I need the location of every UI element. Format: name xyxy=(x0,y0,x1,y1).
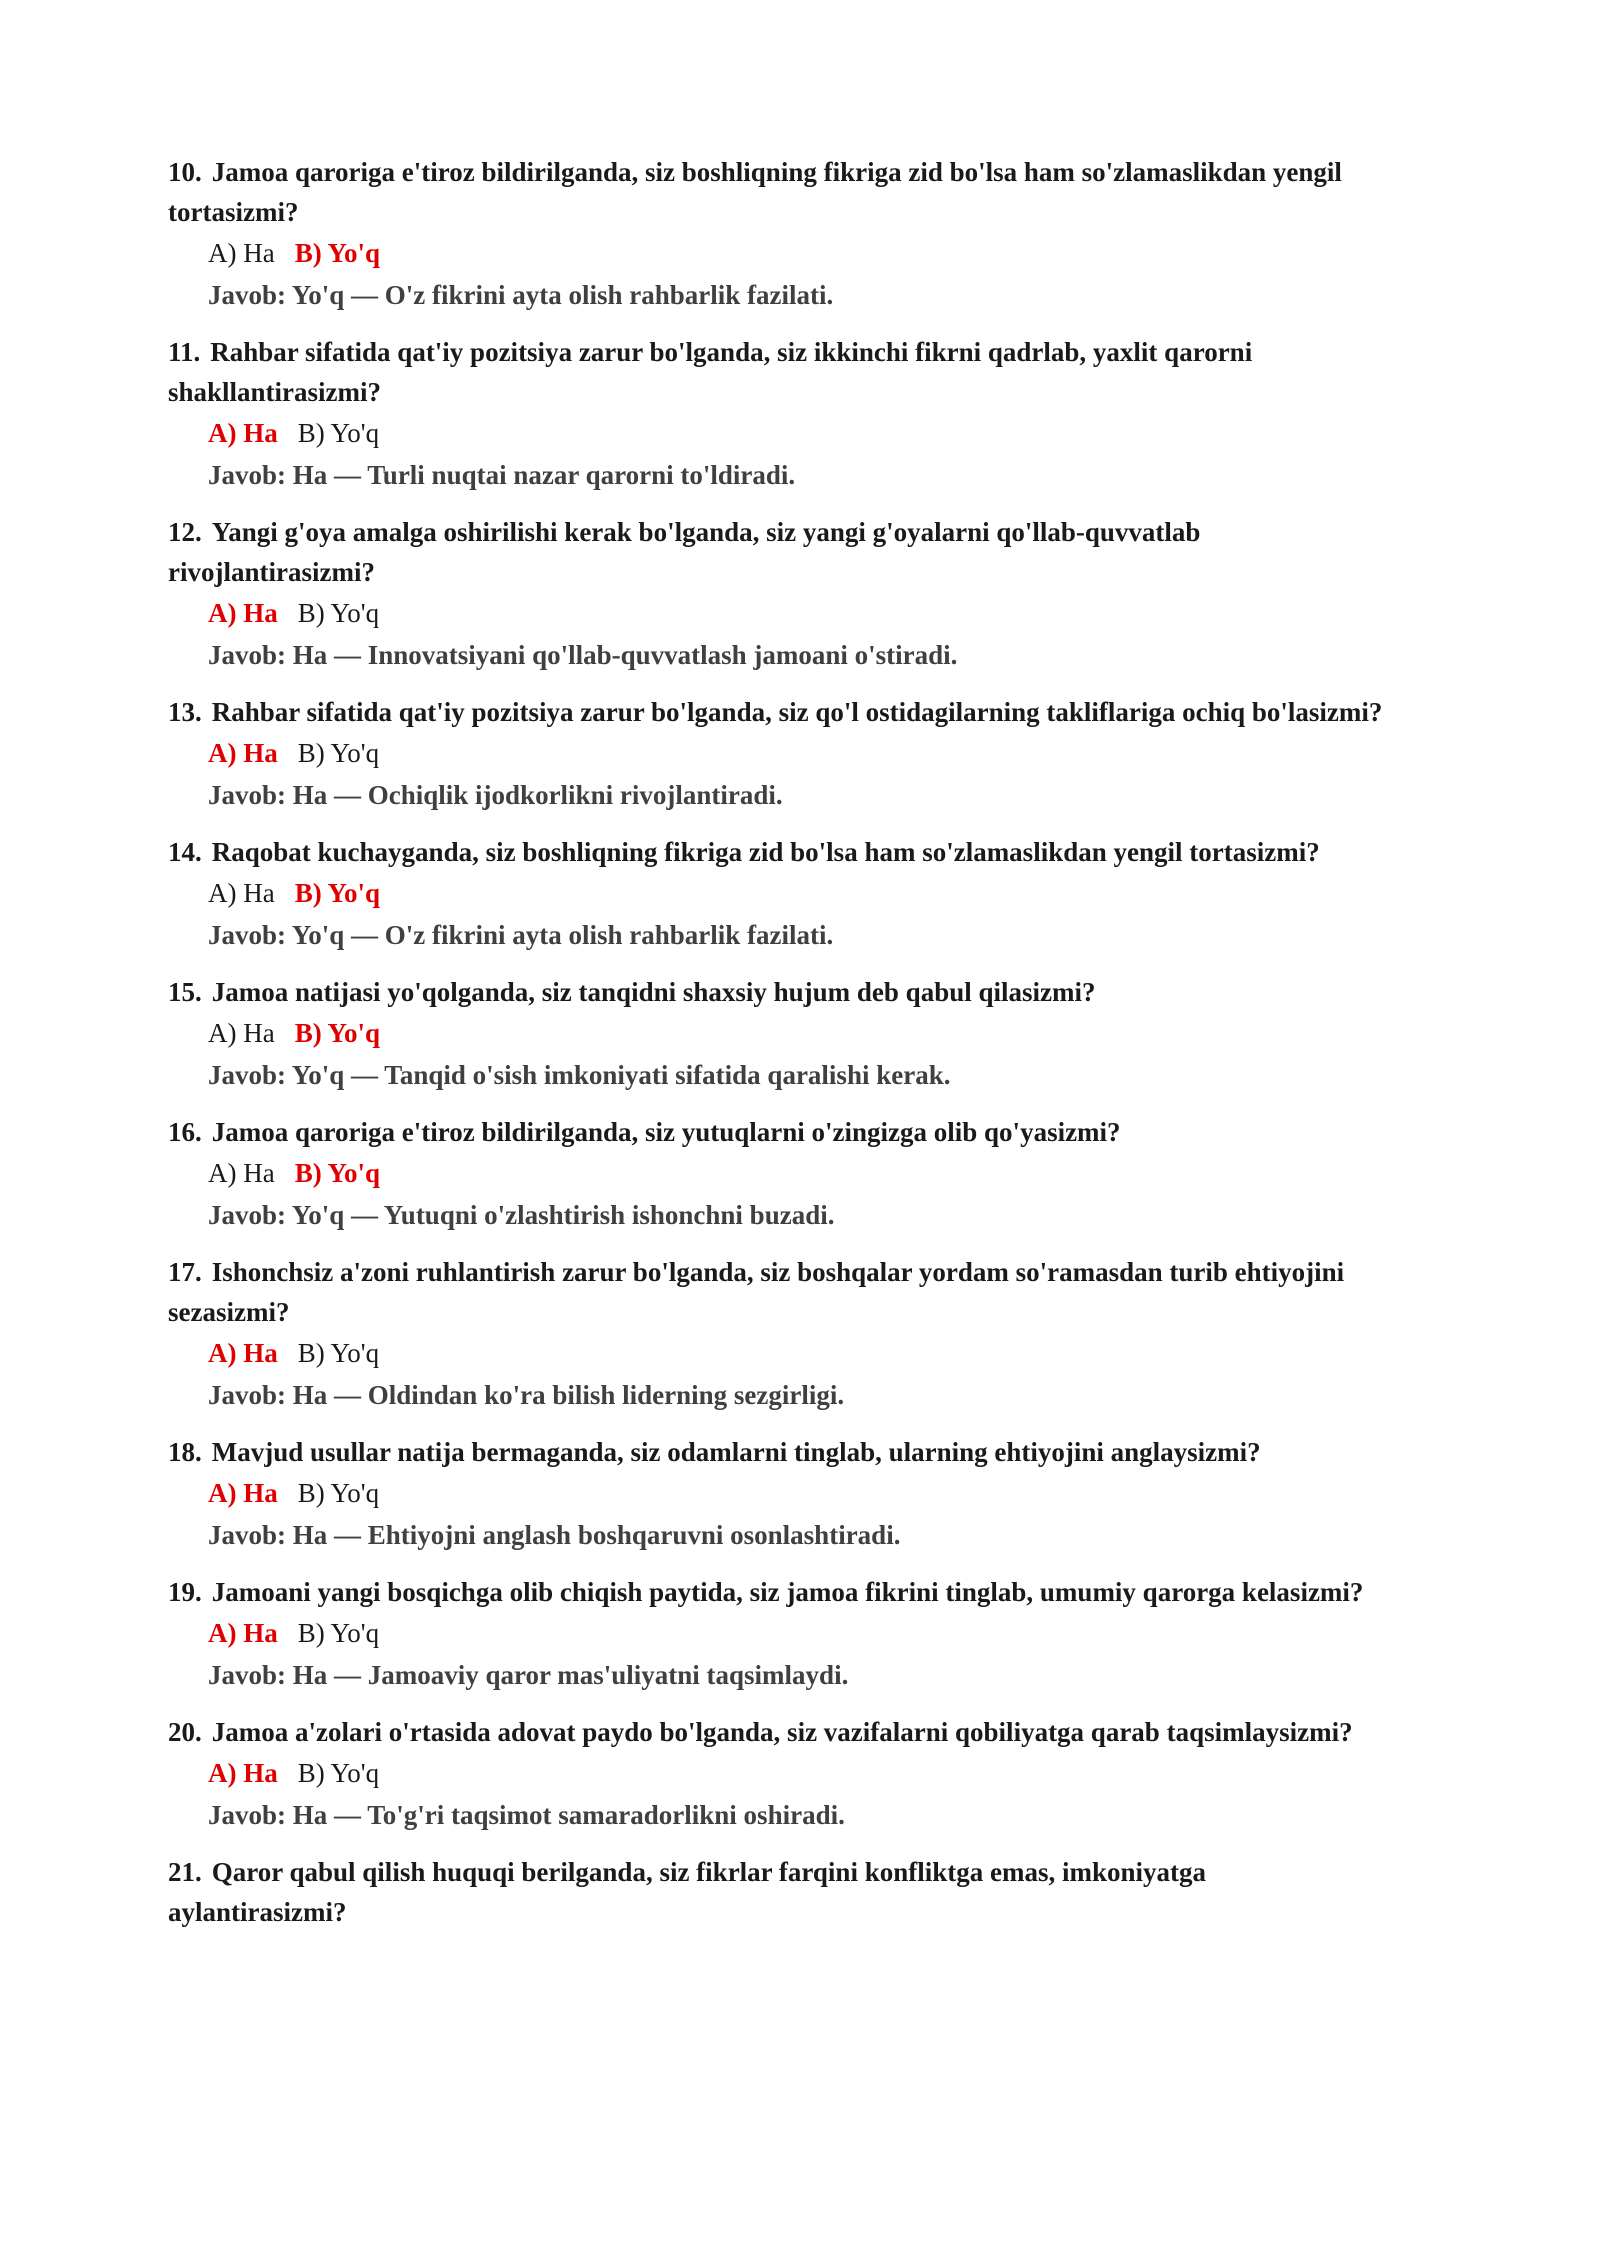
question-number: 16. xyxy=(168,1117,202,1147)
answer-options xyxy=(208,872,1390,914)
option-b: B) Yo'q xyxy=(297,418,380,448)
option-a: A) Ha xyxy=(208,1758,278,1788)
question-number: 11. xyxy=(168,337,201,367)
answer-explanation: Javob: Yo'q — Yutuqni o'zlashtirish ishonchni buzadi. xyxy=(208,1200,835,1230)
answer-options xyxy=(208,1152,1390,1194)
answer-explanation: Javob: Ha — Turli nuqtai nazar qarorni to'ldiradi. xyxy=(208,460,796,490)
option-b: B) Yo'q xyxy=(297,1478,380,1508)
question-item xyxy=(168,832,1390,956)
answer-options xyxy=(208,232,1390,274)
question-item xyxy=(168,1112,1390,1236)
question-number: 20. xyxy=(168,1717,202,1747)
option-a: A) Ha xyxy=(208,878,275,908)
answer-options xyxy=(208,1472,1390,1514)
option-a: A) Ha xyxy=(208,418,278,448)
question-number: 15. xyxy=(168,977,202,1007)
question-number: 18. xyxy=(168,1437,202,1467)
option-a: A) Ha xyxy=(208,1158,275,1188)
answer-options xyxy=(208,1752,1390,1794)
question-item xyxy=(168,972,1390,1096)
question-text: Mavjud usullar natija bermaganda, siz odamlarni tinglab, ularning ehtiyojini anglaysizmi? xyxy=(211,1437,1261,1467)
question-item xyxy=(168,1252,1390,1416)
question-text: Rahbar sifatida qat'iy pozitsiya zarur bo'lganda, siz qo'l ostidagilarning takliflariga ochiq bo'lasizmi? xyxy=(211,697,1383,727)
answer-explanation: Javob: Ha — To'g'ri taqsimot samaradorlikni oshiradi. xyxy=(208,1800,845,1830)
question-text: Rahbar sifatida qat'iy pozitsiya zarur bo'lganda, siz ikkinchi fikrni qadrlab, yaxlit qarorni shakllantirasizmi? xyxy=(168,337,1253,407)
question-number: 13. xyxy=(168,697,202,727)
option-b: B) Yo'q xyxy=(294,1158,381,1188)
answer-options xyxy=(208,412,1390,454)
option-b: B) Yo'q xyxy=(294,238,381,268)
question-number: 12. xyxy=(168,517,202,547)
question-number: 19. xyxy=(168,1577,202,1607)
option-b: B) Yo'q xyxy=(294,1018,381,1048)
question-text-line xyxy=(168,1252,1390,1332)
option-b: B) Yo'q xyxy=(297,1618,380,1648)
option-b: B) Yo'q xyxy=(297,738,380,768)
question-number: 14. xyxy=(168,837,202,867)
question-text-line xyxy=(168,1432,1390,1472)
question-text: Jamoa natijasi yo'qolganda, siz tanqidni shaxsiy hujum deb qabul qilasizmi? xyxy=(211,977,1096,1007)
question-item xyxy=(168,1852,1390,1932)
answer-options xyxy=(208,732,1390,774)
question-item xyxy=(168,1432,1390,1556)
option-b: B) Yo'q xyxy=(297,1338,380,1368)
question-number: 10. xyxy=(168,157,202,187)
question-number: 17. xyxy=(168,1257,202,1287)
option-a: A) Ha xyxy=(208,738,278,768)
option-b: B) Yo'q xyxy=(297,1758,380,1788)
question-text-line xyxy=(168,972,1390,1012)
answer-explanation: Javob: Ha — Jamoaviy qaror mas'uliyatni taqsimlaydi. xyxy=(208,1660,849,1690)
question-text-line xyxy=(168,1852,1390,1932)
question-text-line xyxy=(168,1112,1390,1152)
option-a: A) Ha xyxy=(208,1618,278,1648)
question-text: Ishonchsiz a'zoni ruhlantirish zarur bo'lganda, siz boshqalar yordam so'ramasdan turib ehtiyojini sezasizmi? xyxy=(168,1257,1345,1327)
answer-explanation: Javob: Yo'q — O'z fikrini ayta olish rahbarlik fazilati. xyxy=(208,280,834,310)
option-a: A) Ha xyxy=(208,238,275,268)
question-item xyxy=(168,1712,1390,1836)
question-text-line xyxy=(168,832,1390,872)
question-text-line xyxy=(168,692,1390,732)
answer-options xyxy=(208,592,1390,634)
question-text-line xyxy=(168,332,1390,412)
question-text: Yangi g'oya amalga oshirilishi kerak bo'lganda, siz yangi g'oyalarni qo'llab-quvvatlab rivojlantirasizmi? xyxy=(168,517,1201,587)
question-item xyxy=(168,152,1390,316)
answer-explanation: Javob: Ha — Ochiqlik ijodkorlikni rivojlantiradi. xyxy=(208,780,783,810)
question-item xyxy=(168,1572,1390,1696)
answer-options xyxy=(208,1012,1390,1054)
question-item xyxy=(168,332,1390,496)
question-text-line xyxy=(168,1572,1390,1612)
option-a: A) Ha xyxy=(208,1338,278,1368)
question-text: Raqobat kuchayganda, siz boshliqning fikriga zid bo'lsa ham so'zlamaslikdan yengil tortasizmi? xyxy=(211,837,1320,867)
question-number: 21. xyxy=(168,1857,202,1887)
answer-explanation: Javob: Ha — Innovatsiyani qo'llab-quvvatlash jamoani o'stiradi. xyxy=(208,640,958,670)
answer-options xyxy=(208,1612,1390,1654)
question-text: Jamoa qaroriga e'tiroz bildirilganda, siz boshliqning fikriga zid bo'lsa ham so'zlamaslikdan yengil tortasizmi? xyxy=(168,157,1342,227)
option-a: A) Ha xyxy=(208,1018,275,1048)
question-text: Qaror qabul qilish huquqi berilganda, siz fikrlar farqini konfliktga emas, imkoniyatga aylantirasizmi? xyxy=(168,1857,1206,1927)
answer-explanation: Javob: Ha — Ehtiyojni anglash boshqaruvni osonlashtiradi. xyxy=(208,1520,901,1550)
option-b: B) Yo'q xyxy=(294,878,381,908)
option-b: B) Yo'q xyxy=(297,598,380,628)
option-a: A) Ha xyxy=(208,598,278,628)
question-text-line xyxy=(168,152,1390,232)
question-text: Jamoa qaroriga e'tiroz bildirilganda, siz yutuqlarni o'zingizga olib qo'yasizmi? xyxy=(211,1117,1121,1147)
answer-explanation: Javob: Yo'q — O'z fikrini ayta olish rahbarlik fazilati. xyxy=(208,920,834,950)
answer-explanation: Javob: Ha — Oldindan ko'ra bilish liderning sezgirligi. xyxy=(208,1380,845,1410)
question-item xyxy=(168,692,1390,816)
question-text-line xyxy=(168,1712,1390,1752)
answer-explanation: Javob: Yo'q — Tanqid o'sish imkoniyati sifatida qaralishi kerak. xyxy=(208,1060,951,1090)
question-list xyxy=(168,152,1390,1932)
question-item xyxy=(168,512,1390,676)
question-text: Jamoa a'zolari o'rtasida adovat paydo bo'lganda, siz vazifalarni qobiliyatga qarab taqsimlaysizmi? xyxy=(211,1717,1353,1747)
option-a: A) Ha xyxy=(208,1478,278,1508)
answer-options xyxy=(208,1332,1390,1374)
question-text-line xyxy=(168,512,1390,592)
question-text: Jamoani yangi bosqichga olib chiqish paytida, siz jamoa fikrini tinglab, umumiy qarorga kelasizmi? xyxy=(211,1577,1364,1607)
